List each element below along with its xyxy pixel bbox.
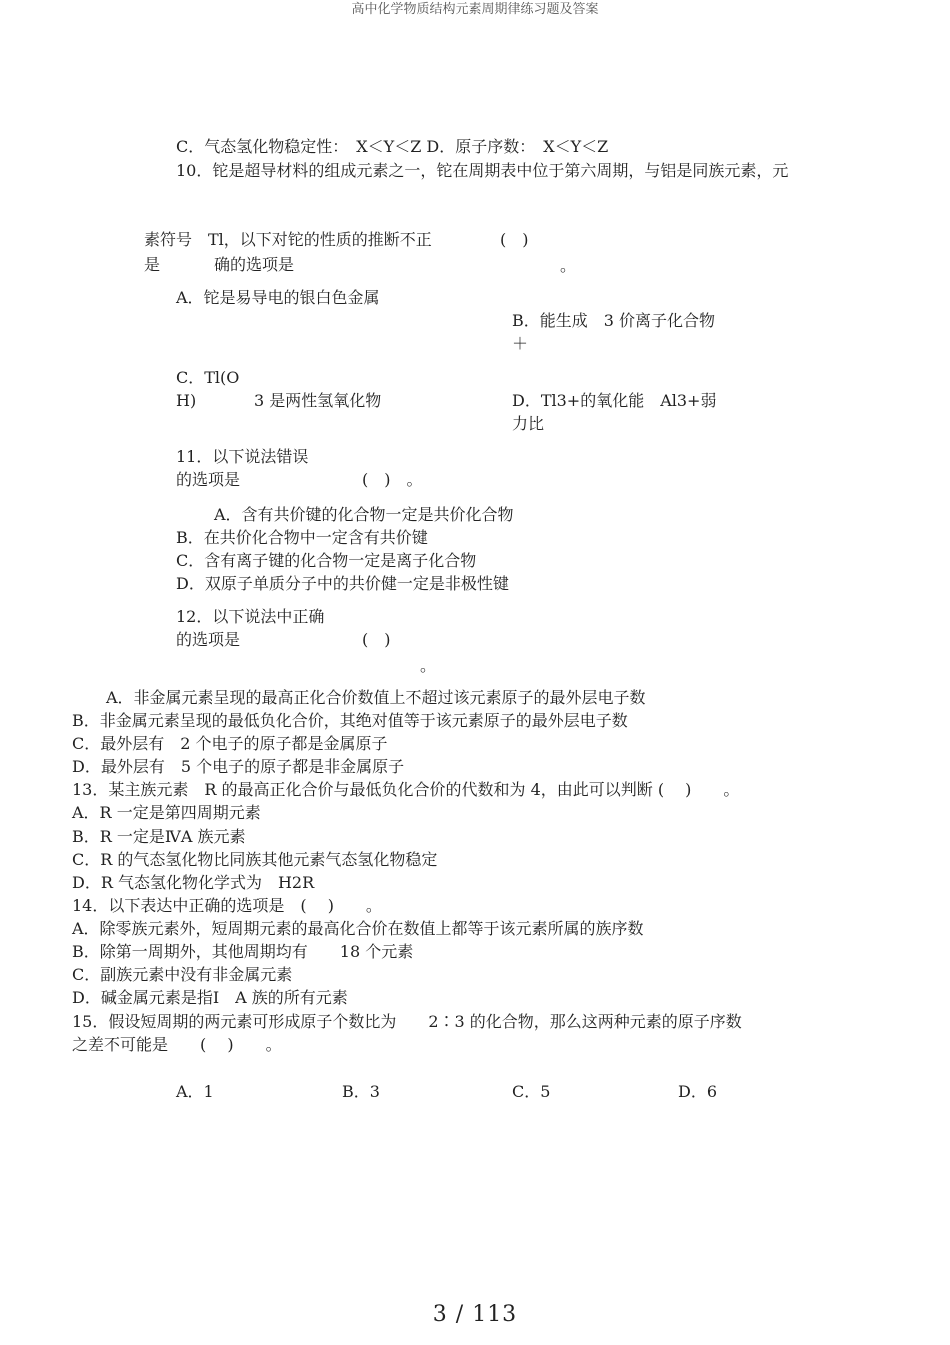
q10-option-b-line2: ＋ (512, 334, 529, 353)
q14-option-c: C．副族元素中没有非金属元素 (72, 965, 293, 984)
q10-option-d-line1: D．Tl3+的氧化能 Al3+弱 (512, 391, 717, 410)
q15-option-a: A．1 (176, 1082, 214, 1101)
q14-option-d: D．碱金属元素是指Ⅰ A 族的所有元素 (72, 988, 348, 1007)
q12-option-c: C．最外层有 2 个电子的原子都是金属原子 (72, 734, 388, 753)
q15-option-d: D．6 (678, 1082, 718, 1101)
q10-answer-paren: ( ) (500, 230, 529, 249)
q11-option-c: C．含有离子键的化合物一定是离子化合物 (176, 551, 477, 570)
q15-option-c: C．5 (512, 1082, 551, 1101)
q11-option-b: B．在共价化合物中一定含有共价键 (176, 528, 428, 547)
q10-option-c-line2b: 3 是两性氢氧化物 (254, 391, 382, 410)
q11-answer-paren: ( ) 。 (362, 470, 423, 489)
q14-option-a: A．除零族元素外，短周期元素的最高化合价在数值上都等于该元素所属的族序数 (72, 919, 644, 938)
q15-stem-line1: 15．假设短周期的两元素可形成原子个数比为 2∶3 的化合物，那么这两种元素的原子序数 (72, 1012, 742, 1031)
q10-option-c-line2a: H) (176, 391, 197, 410)
q10-stem-line3c: 。 (560, 256, 577, 275)
page-number: 3 / 113 (432, 1302, 518, 1327)
q10-stem-line3a: 是 (144, 255, 161, 274)
q12-answer-paren: ( ) (362, 630, 391, 649)
q10-option-a: A．铊是易导电的银白色金属 (176, 288, 380, 307)
q13-option-c: C．R 的气态氢化物比同族其他元素气态氢化物稳定 (72, 850, 438, 869)
q14-option-b: B．除第一周期外，其他周期均有 18 个元素 (72, 942, 414, 961)
q12-option-b: B．非金属元素呈现的最低负化合价，其绝对值等于该元素原子的最外层电子数 (72, 711, 628, 730)
q10-option-b-line1: B．能生成 3 价离子化合物 (512, 311, 716, 330)
q12-option-d: D．最外层有 5 个电子的原子都是非金属原子 (72, 757, 405, 776)
page-header: 高中化学物质结构元素周期律练习题及答案 (351, 2, 599, 17)
q12-stem-line1: 12．以下说法中正确 (176, 607, 325, 626)
q15-stem-line2: 之差不可能是 ( ) 。 (72, 1035, 282, 1054)
q10-stem-line2: 素符号 Tl，以下对铊的性质的推断不正 (144, 230, 432, 249)
q10-option-c-line1: C．Tl(O (176, 368, 240, 387)
q13-option-d: D．R 气态氢化物化学式为 H2R (72, 873, 315, 892)
q14-stem: 14．以下表达中正确的选项是 ( ) 。 (72, 896, 382, 915)
q10-stem-line1: 10．铊是超导材料的组成元素之一，铊在周期表中位于第六周期，与铝是同族元素，元 (176, 161, 789, 180)
q11-option-a: A．含有共价键的化合物一定是共价化合物 (214, 505, 514, 524)
q11-stem-line1: 11．以下说法错误 (176, 447, 309, 466)
q10-stem-line3b: 确的选项是 (214, 255, 295, 274)
q13-option-a: A．R 一定是第四周期元素 (72, 803, 261, 822)
q12-option-a: A．非金属元素呈现的最高正化合价数值上不超过该元素原子的最外层电子数 (106, 688, 646, 707)
q13-option-b: B．R 一定是ⅣA 族元素 (72, 827, 246, 846)
q10-option-d-line2: 力比 (512, 414, 545, 433)
q11-option-d: D．双原子单质分子中的共价健一定是非极性键 (176, 574, 509, 593)
q9-option-c: C．气态氢化物稳定性： X＜Y＜Z D．原子序数： X＜Y＜Z (176, 137, 609, 156)
q11-stem-line2: 的选项是 (176, 470, 241, 489)
q12-stem-line2: 的选项是 (176, 630, 241, 649)
q13-stem: 13．某主族元素 R 的最高正化合价与最低负化合价的代数和为 4，由此可以判断 ( ) 。 (72, 780, 740, 799)
q15-option-b: B．3 (342, 1082, 380, 1101)
q12-stem-dot: 。 (420, 656, 437, 675)
